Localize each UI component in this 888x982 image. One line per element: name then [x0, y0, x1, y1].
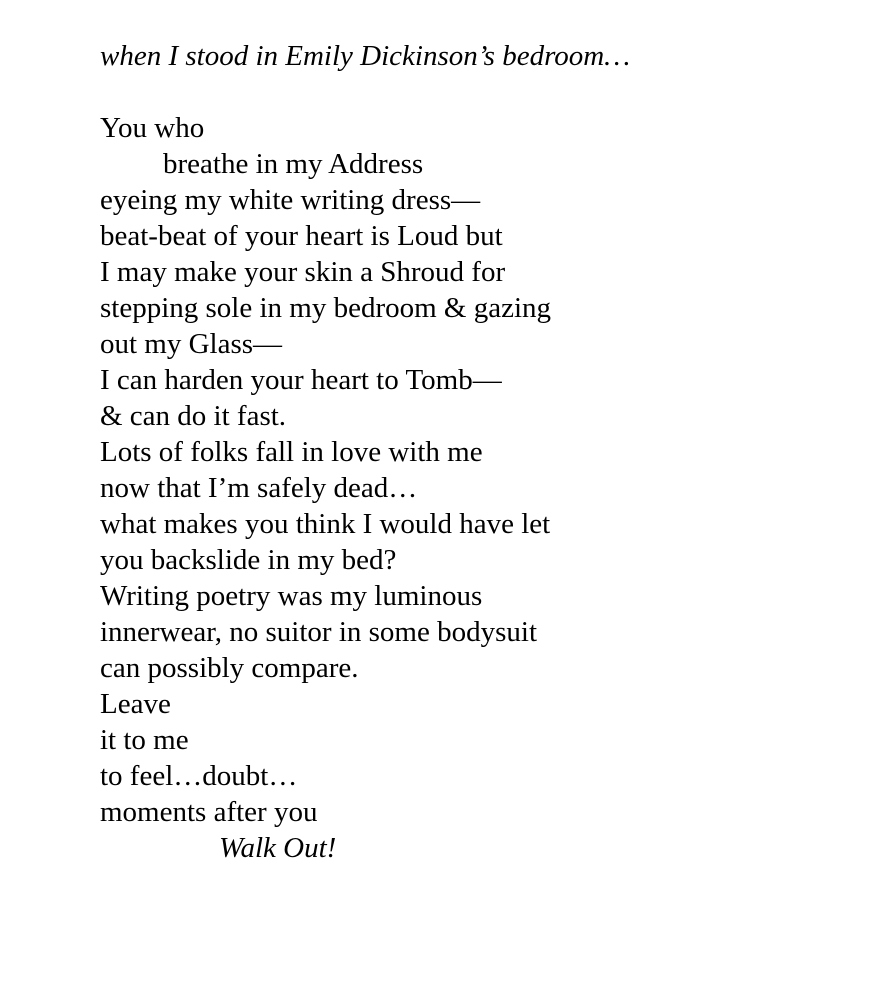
poem-line: I may make your skin a Shroud for	[100, 256, 506, 288]
poem-line: stepping sole in my bedroom & gazing	[100, 292, 552, 324]
poem-line: eyeing my white writing dress—	[100, 184, 481, 216]
poem-title: when I stood in Emily Dickinson’s bedroom…	[100, 40, 631, 72]
poem-line: out my Glass—	[100, 328, 283, 360]
poem-line: what makes you think I would have let	[100, 508, 551, 540]
poem-line: beat-beat of your heart is Loud but	[100, 220, 503, 252]
poem-line: can possibly compare.	[100, 652, 359, 684]
poem-line: I can harden your heart to Tomb—	[100, 364, 502, 396]
poem-line: innerwear, no suitor in some bodysuit	[100, 616, 537, 648]
poem-line: breathe in my Address	[163, 148, 424, 180]
poem-line: you backslide in my bed?	[100, 544, 397, 576]
poem	[100, 38, 860, 866]
poem-line-final: Walk Out!	[219, 832, 337, 864]
poem-line: You who	[100, 112, 205, 144]
poem-line: Lots of folks fall in love with me	[100, 436, 483, 468]
poem-body	[100, 110, 860, 866]
poem-line: & can do it fast.	[100, 400, 287, 432]
poem-line: to feel…doubt…	[100, 760, 298, 792]
poem-line: Leave	[100, 688, 171, 720]
poem-line: moments after you	[100, 796, 318, 828]
poem-line: now that I’m safely dead…	[100, 472, 418, 504]
poem-line: it to me	[100, 724, 189, 756]
poem-line: Writing poetry was my luminous	[100, 580, 483, 612]
